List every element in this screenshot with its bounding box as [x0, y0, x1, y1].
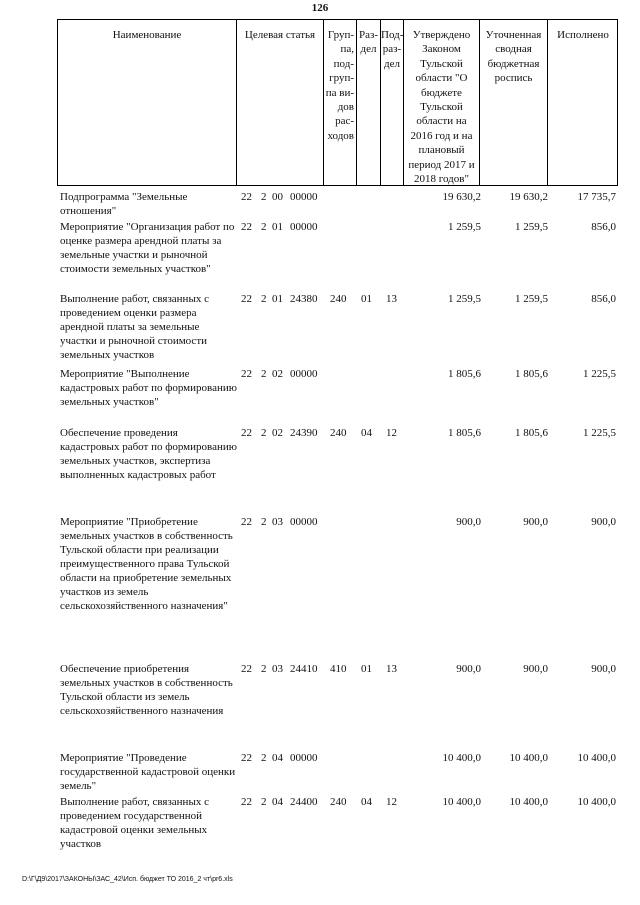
code-subprogram: 2 — [261, 293, 267, 305]
approved-value: 1 805,6 — [448, 427, 481, 439]
header-name: Наименование — [112, 29, 182, 41]
executed-value: 10 400,0 — [577, 796, 616, 808]
code-direction: 24400 — [290, 796, 318, 808]
approved-value: 1 805,6 — [448, 368, 481, 380]
group-value: 240 — [330, 796, 347, 808]
header-approved: Утверждено Законом Тульской области "О бюджете Тульской области на 2016 год и на плановый период 2017 и 2018 годов" — [408, 29, 475, 186]
executed-value: 1 225,5 — [583, 427, 616, 439]
subsection-value: 13 — [386, 663, 397, 675]
code-subprogram: 2 — [261, 427, 267, 439]
executed-value: 856,0 — [591, 293, 616, 305]
row-name: Мероприятие "Организация работ по оценке размера арендной платы за земельные участки и рыночной стоимости земельных участков" — [60, 221, 235, 275]
code-program: 22 — [241, 796, 252, 808]
specified-value: 900,0 — [523, 663, 548, 675]
code-direction: 00000 — [290, 368, 318, 380]
col-divider — [547, 20, 548, 185]
specified-value: 1 805,6 — [515, 368, 548, 380]
executed-value: 900,0 — [591, 663, 616, 675]
section-value: 01 — [361, 293, 372, 305]
specified-value: 1 259,5 — [515, 221, 548, 233]
table-header — [57, 19, 618, 186]
group-value: 240 — [330, 293, 347, 305]
executed-value: 1 225,5 — [583, 368, 616, 380]
row-name: Мероприятие "Приобретение земельных участков в собственность Тульской области при реализации преимущественного права Тульской области на приобретение земельных участков из земель сельскохозяйственного назначения" — [60, 516, 233, 612]
col-divider — [236, 20, 237, 185]
code-subprogram: 2 — [261, 368, 267, 380]
header-target-article: Целевая статья — [244, 29, 316, 41]
approved-value: 900,0 — [456, 516, 481, 528]
row-name: Выполнение работ, связанных с проведением государственной кадастровой оценки земельных участков — [60, 796, 209, 850]
code-direction: 00000 — [290, 191, 318, 203]
subsection-value: 12 — [386, 427, 397, 439]
code-activity: 02 — [272, 368, 283, 380]
code-activity: 03 — [272, 663, 283, 675]
header-group: Груп- па, под- груп- па ви- дов рас- ходов — [325, 29, 354, 142]
code-direction: 00000 — [290, 516, 318, 528]
code-activity: 01 — [272, 221, 283, 233]
code-direction: 24390 — [290, 427, 318, 439]
file-path-footer: D:\Г\Д9\2017\ЗАКОНЫ\ЗАС_42\Исп. бюджет ТО 2016_2 чт\pr6.xls — [22, 876, 233, 883]
code-program: 22 — [241, 191, 252, 203]
row-name: Мероприятие "Проведение государственной кадастровой оценки земель" — [60, 752, 236, 792]
section-value: 04 — [361, 427, 372, 439]
specified-value: 10 400,0 — [509, 752, 548, 764]
specified-value: 10 400,0 — [509, 796, 548, 808]
executed-value: 856,0 — [591, 221, 616, 233]
approved-value: 10 400,0 — [442, 796, 481, 808]
code-program: 22 — [241, 427, 252, 439]
code-subprogram: 2 — [261, 663, 267, 675]
specified-value: 1 259,5 — [515, 293, 548, 305]
approved-value: 10 400,0 — [442, 752, 481, 764]
code-activity: 04 — [272, 752, 283, 764]
group-value: 240 — [330, 427, 347, 439]
code-activity: 01 — [272, 293, 283, 305]
code-direction: 24410 — [290, 663, 318, 675]
row-name: Мероприятие "Выполнение кадастровых работ по формированию земельных участков" — [60, 368, 237, 408]
section-value: 01 — [361, 663, 372, 675]
code-subprogram: 2 — [261, 221, 267, 233]
approved-value: 1 259,5 — [448, 293, 481, 305]
code-subprogram: 2 — [261, 796, 267, 808]
approved-value: 1 259,5 — [448, 221, 481, 233]
specified-value: 900,0 — [523, 516, 548, 528]
code-activity: 00 — [272, 191, 283, 203]
code-program: 22 — [241, 293, 252, 305]
subsection-value: 13 — [386, 293, 397, 305]
section-value: 04 — [361, 796, 372, 808]
specified-value: 1 805,6 — [515, 427, 548, 439]
code-subprogram: 2 — [261, 752, 267, 764]
code-activity: 03 — [272, 516, 283, 528]
code-program: 22 — [241, 752, 252, 764]
executed-value: 10 400,0 — [577, 752, 616, 764]
header-specified: Уточненная сводная бюджетная роспись — [485, 29, 542, 85]
subsection-value: 12 — [386, 796, 397, 808]
approved-value: 19 630,2 — [442, 191, 481, 203]
header-section: Раз- дел — [358, 29, 378, 56]
approved-value: 900,0 — [456, 663, 481, 675]
group-value: 410 — [330, 663, 347, 675]
code-program: 22 — [241, 221, 252, 233]
code-direction: 00000 — [290, 752, 318, 764]
specified-value: 19 630,2 — [509, 191, 548, 203]
header-subsection: Под- раз- дел — [381, 29, 404, 70]
code-subprogram: 2 — [261, 516, 267, 528]
row-name: Обеспечение приобретения земельных участков в собственность Тульской области из земель сельскохозяйственного назначения — [60, 663, 233, 717]
code-subprogram: 2 — [261, 191, 267, 203]
code-direction: 24380 — [290, 293, 318, 305]
header-executed: Исполнено — [557, 29, 609, 41]
page-number: 126 — [311, 2, 329, 14]
code-program: 22 — [241, 368, 252, 380]
code-activity: 02 — [272, 427, 283, 439]
code-activity: 04 — [272, 796, 283, 808]
row-name: Обеспечение проведения кадастровых работ по формированию земельных участков, экспертиза выполненных кадастровых работ — [60, 427, 237, 481]
code-program: 22 — [241, 516, 252, 528]
code-direction: 00000 — [290, 221, 318, 233]
executed-value: 900,0 — [591, 516, 616, 528]
row-name: Подпрограмма "Земельные отношения" — [60, 191, 188, 217]
executed-value: 17 735,7 — [577, 191, 616, 203]
code-program: 22 — [241, 663, 252, 675]
row-name: Выполнение работ, связанных с проведением оценки размера арендной платы за земельные участки и рыночной стоимости земельных участков — [60, 293, 209, 361]
